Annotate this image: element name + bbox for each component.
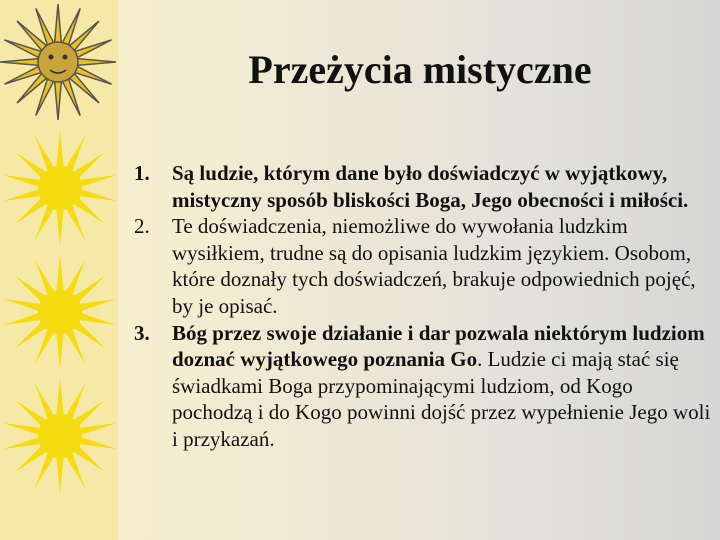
item-number: 2. [134,214,150,239]
slide-title: Przeżycia mistyczne [248,47,592,92]
item-number: 1. [134,161,150,185]
list-item [134,320,714,453]
item-normal-text: . Ludzie ci mają stać się świadkami Boga przypominającymi ludziom, od Kogo pochodzą i do Kogo powinni dojść przez wypełnienie Jego woli i przykazań. [172,347,711,451]
item-text [172,160,714,213]
content-list [134,160,714,453]
sun-icon [4,254,117,370]
item-text [172,320,714,453]
list-item [134,160,714,213]
item-number: 3. [134,320,150,345]
sun-face-icon [0,4,116,120]
item-text [172,213,714,319]
item-normal-text: Te doświadczenia, niemożliwe do wywołania ludzkim wysiłkiem, trudne są do opisania ludzkim językiem. Osobom, które doznały tych doświadczeń, brakuje odpowiednich pojęć, by je opisać. [172,214,696,318]
item-bold-text: Bóg przez swoje działanie i dar pozwala niektórym ludziom doznać wyjątkowego poznania Go [172,320,705,372]
decorative-strip [0,0,118,540]
sun-icon [4,378,117,494]
sun-decorations [0,0,118,540]
item-bold-text: Są ludzie, którym dane było doświadczyć w wyjątkowy, mistyczny sposób bliskości Boga, Jego obecności i miłości. [172,161,689,212]
list-item [134,213,714,319]
sun-icon [4,130,117,246]
